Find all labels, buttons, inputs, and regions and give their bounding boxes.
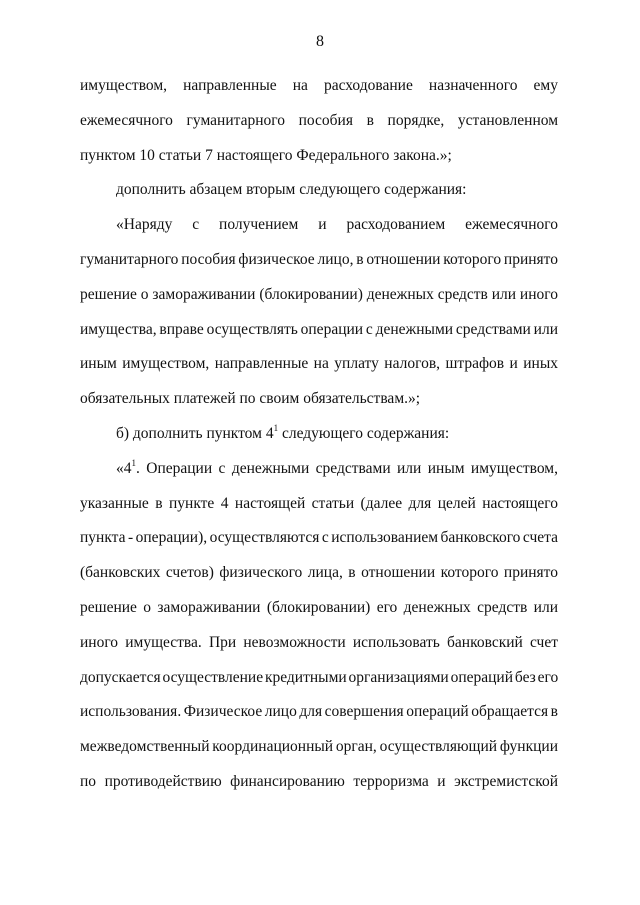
text-line: [80, 697, 558, 732]
text-segment: межведомственный координационный орган, осуществляющий функции: [80, 738, 558, 756]
text-segment: имущества, вправе осуществлять операции с денежными средствами или: [80, 320, 558, 338]
text-line: [80, 175, 558, 210]
text-line-content: [116, 454, 558, 484]
text-line: [80, 349, 558, 384]
text-line-content: [116, 210, 558, 240]
text-line-content: [80, 523, 558, 553]
text-segment: «Наряду с получением и расходованием ежемесячного: [116, 216, 558, 234]
text-line-content: [80, 141, 452, 171]
text-line: [80, 732, 558, 767]
text-line: [80, 593, 558, 628]
text-segment: . Операции с денежными средствами или иным имуществом,: [136, 459, 558, 477]
text-segment: дополнить абзацем вторым следующего содержания:: [116, 181, 467, 199]
text-line: [80, 106, 558, 141]
text-segment: ежемесячного гуманитарного пособия в порядке, установленном: [80, 111, 558, 129]
text-line: [80, 419, 558, 454]
text-line-content: [80, 384, 420, 414]
text-segment: использования. Физическое лицо для совершения операций обращается в: [80, 703, 558, 721]
text-segment: допускается осуществление кредитными организациями операций без его: [80, 668, 559, 686]
text-line-content: [80, 767, 558, 797]
text-segment: следующего содержания:: [278, 424, 450, 442]
text-line: [80, 558, 558, 593]
text-line-content: [80, 593, 558, 623]
text-line-content: [80, 628, 558, 658]
text-line-content: [80, 349, 558, 379]
text-segment: указанные в пункте 4 настоящей статьи (далее для целей настоящего: [80, 494, 558, 512]
text-line: [80, 315, 558, 350]
text-segment: по противодействию финансированию терроризма и экстремистской: [80, 772, 558, 790]
text-line: [80, 628, 558, 663]
text-segment: пункта - операции), осуществляются с использованием банковского счета: [80, 529, 558, 547]
text-line: [80, 523, 558, 558]
text-line: [80, 71, 558, 106]
page-number: 8: [316, 33, 324, 50]
text-segment: иного имущества. При невозможности использовать банковский счет: [80, 633, 558, 651]
text-line-content: [80, 315, 558, 345]
text-line: [80, 489, 558, 524]
text-segment: имуществом, направленные на расходование назначенного ему: [80, 77, 558, 94]
text-line: [80, 384, 558, 419]
text-line-content: [80, 106, 558, 136]
text-line-content: [116, 175, 466, 205]
superscript: 1: [273, 422, 279, 433]
text-line-content: [80, 71, 558, 101]
text-line-content: [80, 558, 558, 588]
superscript: 1: [131, 457, 136, 468]
text-segment: решение о замораживании (блокировании) денежных средств или иного: [80, 285, 558, 303]
text-line: [80, 280, 558, 315]
text-segment: обязательных платежей по своим обязательствам.»;: [80, 390, 421, 408]
document-body: [80, 71, 558, 802]
text-segment: пунктом 10 статьи 7 настоящего Федерального закона.»;: [80, 146, 452, 164]
text-segment: б) дополнить пунктом 4: [116, 424, 274, 442]
text-line-content: [80, 489, 558, 519]
text-line: [80, 663, 558, 698]
text-line-content: [80, 280, 558, 310]
text-line: [80, 454, 558, 489]
text-line-content: [116, 419, 449, 449]
text-segment: гуманитарного пособия физическое лицо, в отношении которого принято: [80, 250, 558, 268]
text-segment: «4: [116, 459, 132, 477]
text-line-content: [80, 697, 558, 727]
text-segment: иным имуществом, направленные на уплату налогов, штрафов и иных: [80, 355, 558, 373]
text-segment: решение о замораживании (блокировании) его денежных средств или: [80, 598, 558, 616]
text-line: [80, 767, 558, 802]
text-line-content: [80, 732, 558, 762]
text-line-content: [80, 245, 558, 275]
text-line: [80, 141, 558, 176]
text-line: [80, 245, 558, 280]
text-segment: (банковских счетов) физического лица, в отношении которого принято: [80, 564, 558, 582]
text-line-content: [80, 663, 558, 693]
text-line: [80, 210, 558, 245]
